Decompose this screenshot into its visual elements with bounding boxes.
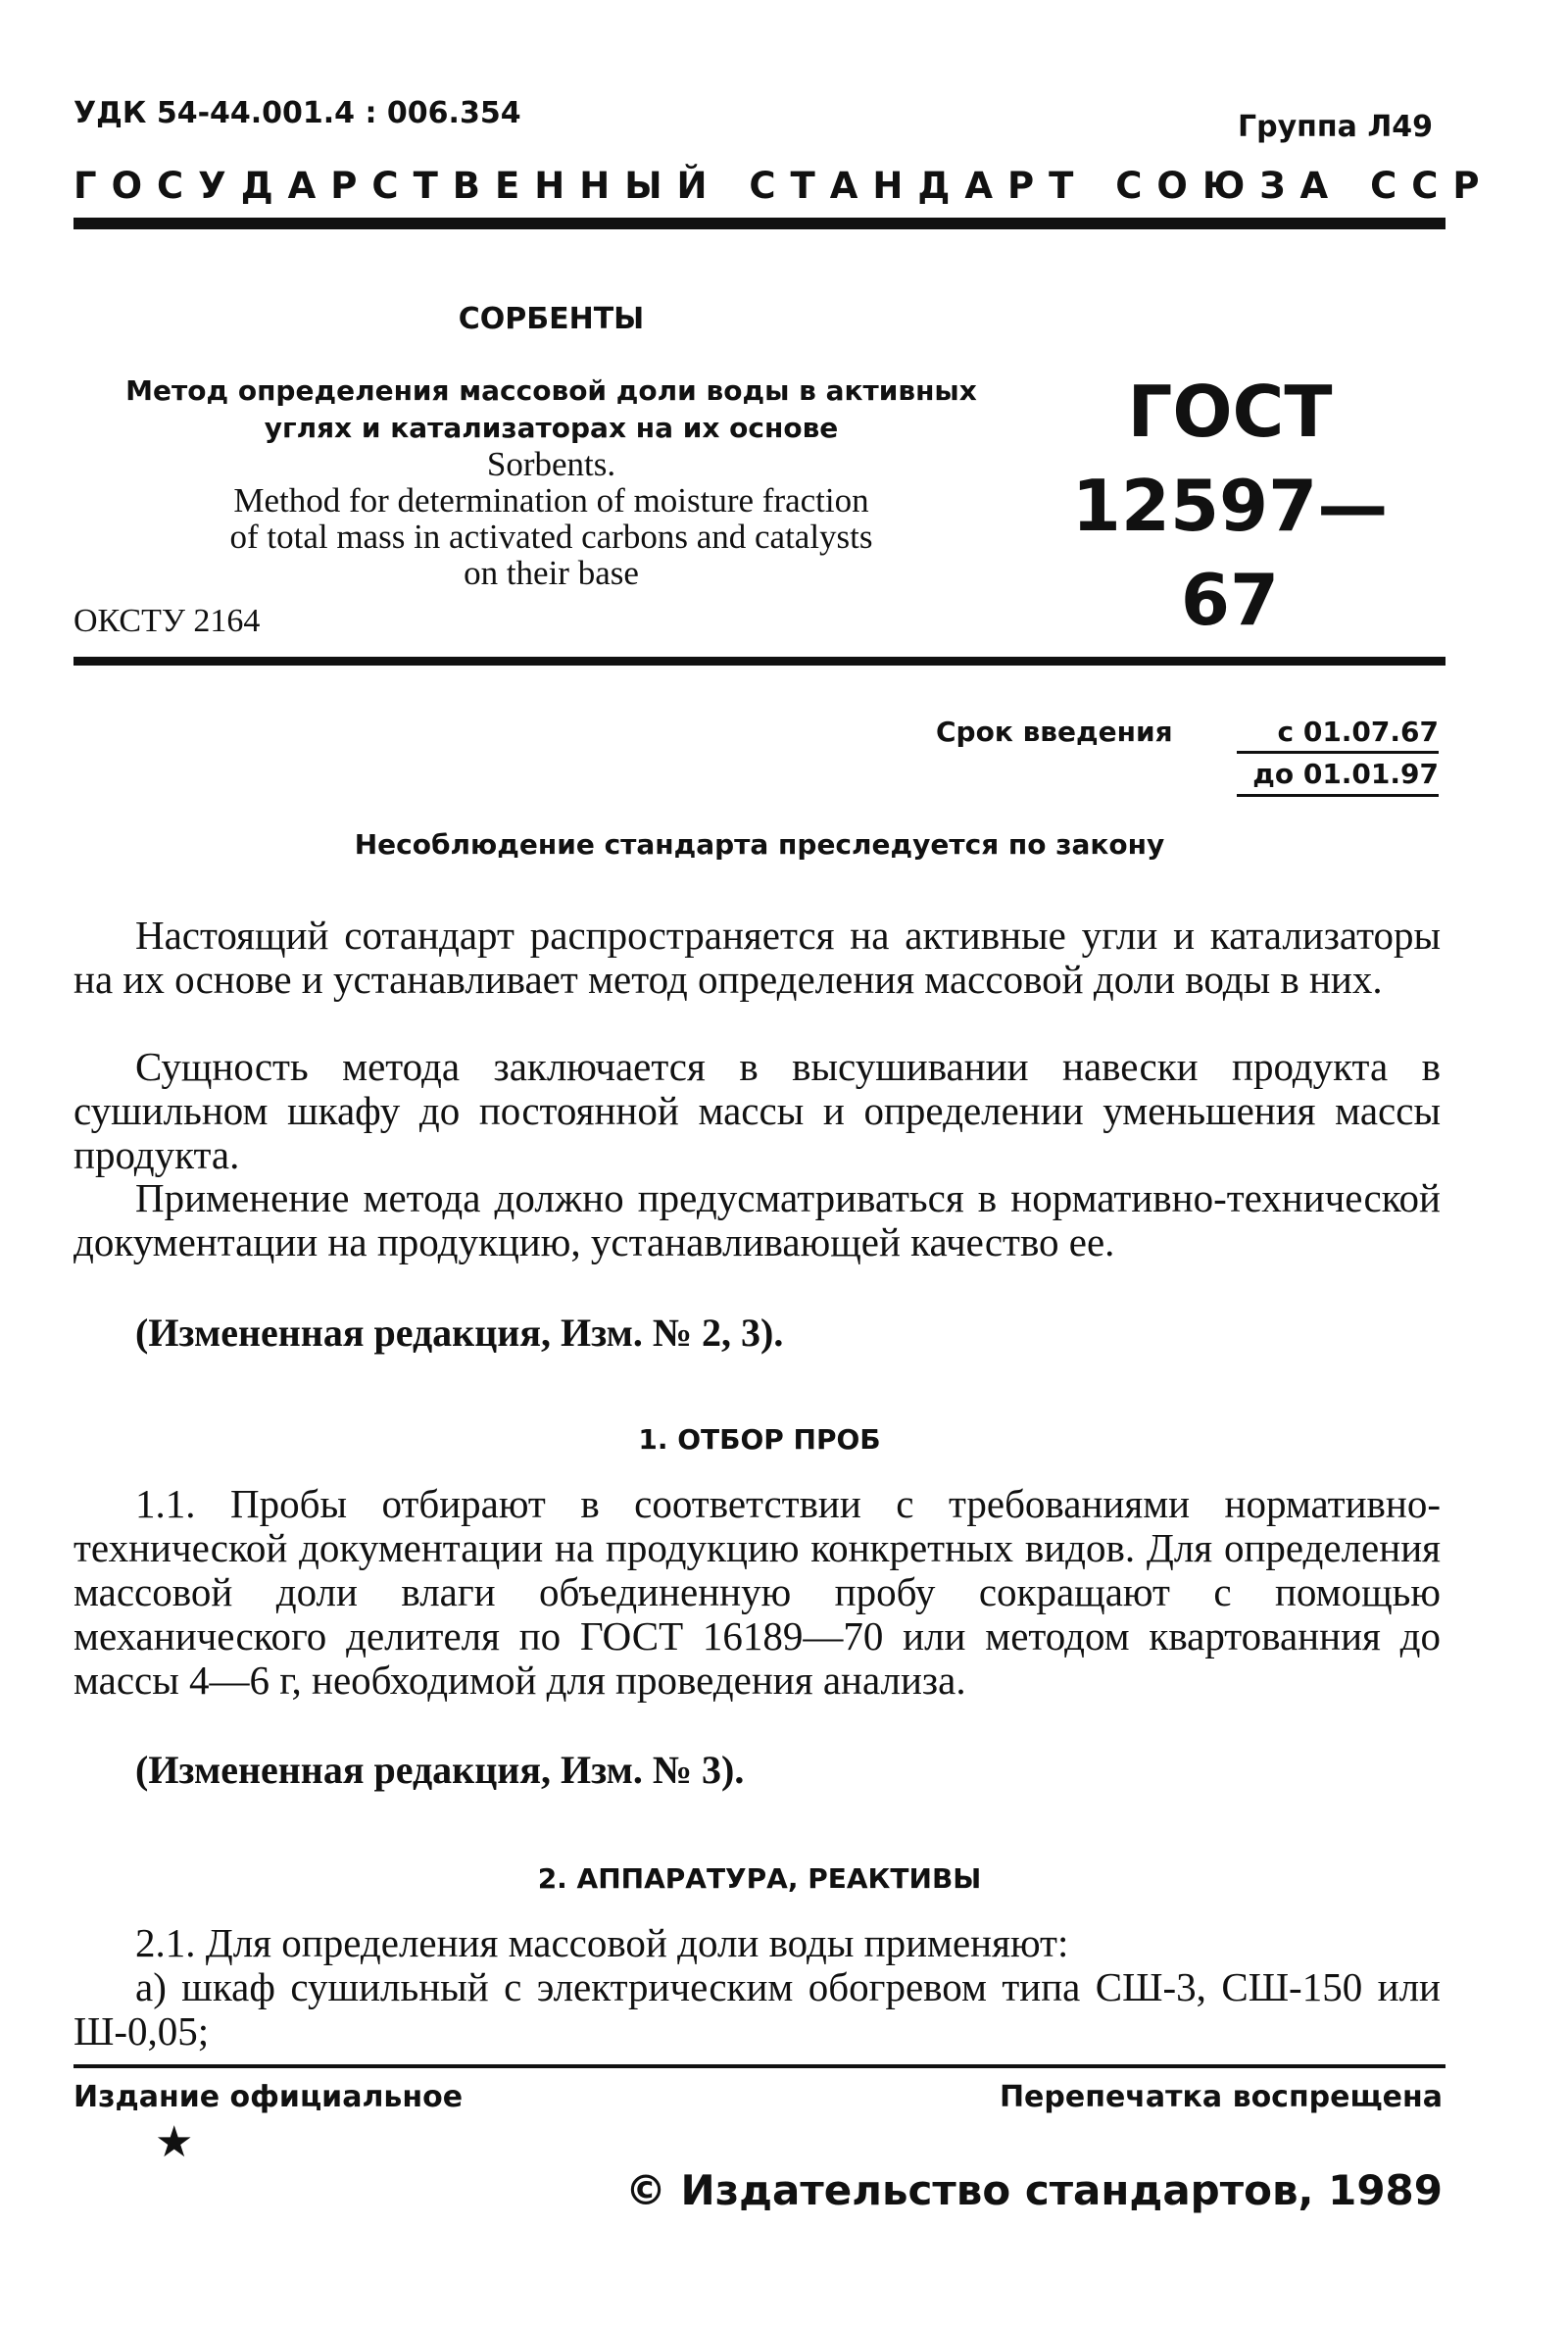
amendment-note: (Измененная редакция, Изм. № 3). bbox=[135, 1748, 745, 1792]
term-label: Срок введения bbox=[936, 716, 1173, 748]
english-title-line: Sorbents. bbox=[486, 445, 616, 483]
title-divider bbox=[74, 657, 1446, 666]
section-paragraph: 1.1. Пробы отбирают в соответствии с требованиями нормативно-технической документации на продукцию конкретных видов. Для определения массовой доли влаги объединенную пробу сокращают с помощью механического делителя по ГОСТ 16189—70 или методом квартованния до массы 4—6 г, необходимой для проведения анализа. bbox=[74, 1481, 1441, 1703]
term-from: с 01.07.67 bbox=[1277, 716, 1439, 748]
gost-label: ГОСТ bbox=[1127, 371, 1333, 453]
amendment-note: (Измененная редакция, Изм. № 2, 3). bbox=[135, 1311, 784, 1355]
copyright-notice: © Издательство стандартов, 1989 bbox=[624, 2166, 1443, 2214]
state-standard-heading: ГОСУДАРСТВЕННЫЙ СТАНДАРТ СОЮЗА ССР bbox=[74, 165, 1494, 207]
section-heading: 1. ОТБОР ПРОБ bbox=[638, 1423, 881, 1456]
legal-warning: Несоблюдение стандарта преследуется по закону bbox=[354, 828, 1165, 861]
english-title bbox=[74, 446, 1029, 591]
gost-designation bbox=[1068, 365, 1392, 647]
intro-paragraph: Настоящий сотандарт распространяется на активные угли и катализаторы на их основе и устанавливает метод определения массовой доли воды в них. bbox=[74, 913, 1441, 1002]
group-code: Группа Л49 bbox=[1238, 110, 1433, 144]
udk-code: УДК 54-44.001.4 : 006.354 bbox=[74, 96, 521, 130]
english-title-line: Method for determination of moisture fraction bbox=[233, 481, 869, 520]
intro-paragraph: Применение метода должно предусматриваться в нормативно-технической документации на продукцию, устанавливающей качество ее. bbox=[74, 1175, 1441, 1264]
term-underline bbox=[1237, 794, 1439, 797]
header-divider bbox=[74, 218, 1446, 229]
official-edition-label: Издание официальное bbox=[74, 2080, 464, 2114]
document-subtitle bbox=[74, 372, 1029, 447]
english-title-line: on their base bbox=[464, 554, 639, 592]
section-paragraph: 2.1. Для определения массовой доли воды применяют: bbox=[135, 1920, 1069, 1965]
okstu-code: ОКСТУ 2164 bbox=[74, 603, 261, 639]
intro-paragraph: Сущность метода заключается в высушивании навески продукта в сушильном шкафу до постоянной массы и определении уменьшения массы продукта. bbox=[74, 1044, 1441, 1177]
gost-number: 12597—67 bbox=[1071, 465, 1389, 641]
section-paragraph: а) шкаф сушильный с электрическим обогревом типа СШ-3, СШ-150 или Ш-0,05; bbox=[74, 1964, 1441, 2054]
reprint-prohibited-label: Перепечатка воспрещена bbox=[999, 2080, 1443, 2114]
term-underline bbox=[1237, 751, 1439, 754]
document-title: СОРБЕНТЫ bbox=[458, 302, 645, 336]
section-heading: 2. АППАРАТУРА, РЕАКТИВЫ bbox=[537, 1862, 982, 1895]
english-title-line: of total mass in activated carbons and catalysts bbox=[229, 518, 873, 556]
subtitle-line: Метод определения массовой доли воды в активных bbox=[125, 374, 977, 407]
subtitle-line: углях и катализаторах на их основе bbox=[264, 412, 839, 444]
term-to: до 01.01.97 bbox=[1252, 758, 1439, 790]
star-icon: ★ bbox=[155, 2117, 194, 2167]
footer-divider bbox=[74, 2064, 1446, 2068]
